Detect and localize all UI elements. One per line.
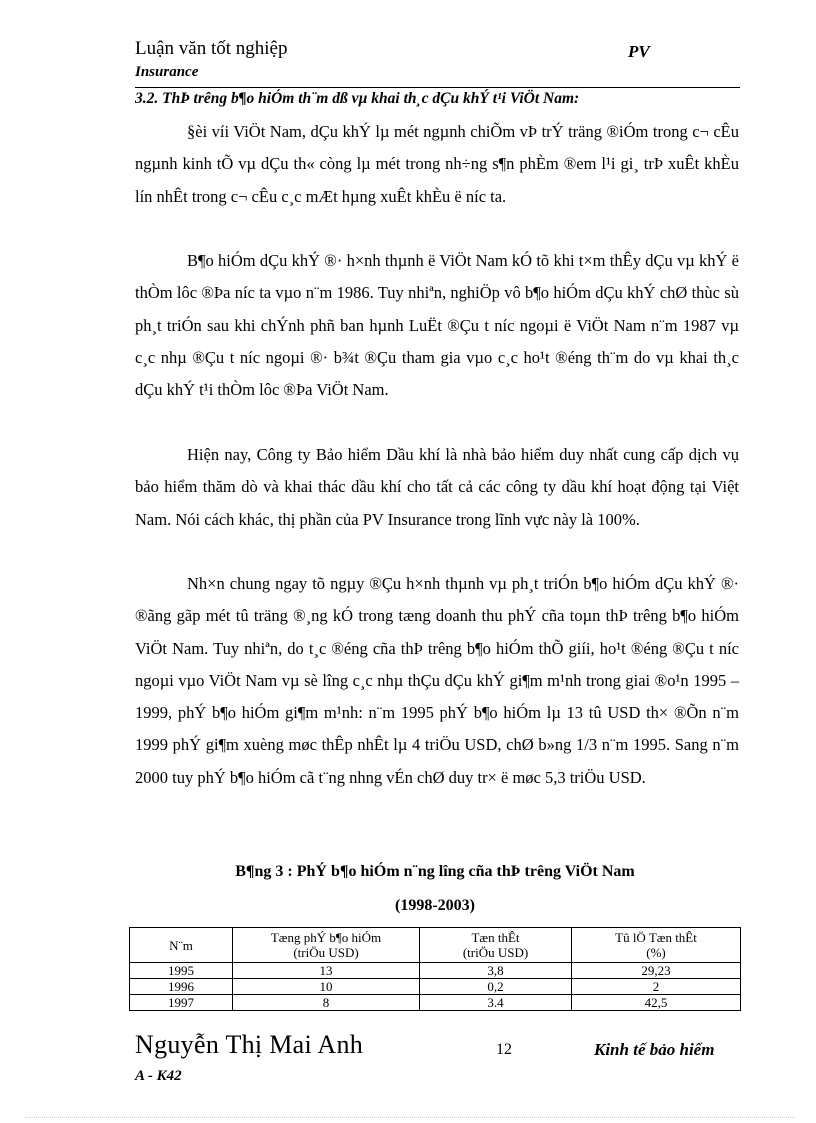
footer-department: Kinh tế bảo hiểm (594, 1040, 715, 1059)
table-caption: B¶ng 3 : PhÝ b¶o hiÓm n¨ng lîng cña thÞ trêng ViÖt Nam (235, 863, 635, 880)
table-cell: 8 (233, 995, 420, 1011)
header-title: Luận văn tốt nghiệp (135, 38, 288, 59)
table-cell: 13 (233, 963, 420, 979)
table-row (130, 979, 741, 995)
table-cell: 10 (233, 979, 420, 995)
table-header-row (130, 928, 741, 963)
table-cell: 1995 (130, 963, 233, 979)
table-cell: 1996 (130, 979, 233, 995)
table-caption-years: (1998-2003) (395, 897, 475, 914)
header-right: PV (628, 42, 650, 61)
table-row (130, 995, 741, 1011)
paragraph-1: §èi víi ViÖt Nam, dÇu khÝ lµ mét ngµnh chiÕm vÞ trÝ träng ®iÓm trong c¬ cÊu ngµnh kinh tÕ vµ dÇu th« còng lµ mét trong nh÷ng s¶n phÈm ®em l¹i gi¸ trÞ xuÊt khÈu lín nhÊt trong c¬ cÊu c¸c mÆt hµng xuÊt khÈu ë níc ta. (135, 122, 739, 206)
page-number: 12 (496, 1041, 512, 1058)
table-cell: 3.4 (420, 995, 572, 1011)
table-cell: 0,2 (420, 979, 572, 995)
table-cell: 42,5 (572, 995, 741, 1011)
page-bottom-edge (25, 1117, 795, 1118)
table-row (130, 963, 741, 979)
premium-table (129, 927, 741, 1011)
footer-class: A - K42 (135, 1068, 182, 1084)
paragraph-3: Hiện nay, Công ty Bảo hiểm Dầu khí là nhà bảo hiểm duy nhất cung cấp dịch vụ bảo hiểm thăm dò và khai thác dầu khí cho tất cả các công ty dầu khí hoạt động tại Việt Nam. Nói cách khác, thị phần của PV Insurance trong lĩnh vực này là 100%. (135, 445, 739, 529)
table-cell: 2 (572, 979, 741, 995)
header-cell-premium: Tæng phÝ b¶o hiÓm (triÖu USD) (233, 928, 420, 963)
table-cell: 1997 (130, 995, 233, 1011)
section-heading: 3.2. ThÞ trêng b¶o hiÓm th¨m dß vµ khai th¸c dÇu khÝ t¹i ViÖt Nam: (135, 90, 580, 107)
header-cell-loss-ratio: Tû lÖ Tæn thÊt (%) (572, 928, 741, 963)
header-subtitle: Insurance (135, 64, 199, 80)
header-divider (135, 87, 740, 88)
paragraph-2: B¶o hiÓm dÇu khÝ ®· h×nh thµnh ë ViÖt Nam kÓ tõ khi t×m thÊy dÇu vµ khÝ ë thÒm lôc ®Þa níc ta vµo n¨m 1986. Tuy nhiªn, nghiÖp vô b¶o hiÓm dÇu khÝ chØ thùc sù ph¸t triÓn sau khi chÝnh phñ ban hµnh LuËt ®Çu t níc ngoµi ë ViÖt Nam n¨m 1987 vµ c¸c nhµ ®Çu t níc ngoµi ®· b¾t ®Çu tham gia vµo c¸c ho¹t ®éng th¨m do vµ khai th¸c dÇu khÝ t¹i thÒm lôc ®Þa ViÖt Nam. (135, 251, 739, 400)
header-cell-loss: Tæn thÊt (triÖu USD) (420, 928, 572, 963)
footer-author: Nguyễn Thị Mai Anh (135, 1030, 364, 1059)
header-cell-year: N¨m (130, 928, 233, 963)
paragraph-4: Nh×n chung ngay tõ ngµy ®Çu h×nh thµnh vµ ph¸t triÓn b¶o hiÓm dÇu khÝ ®· ®ãng gãp mét tû träng ®¸ng kÓ trong tæng doanh thu phÝ cña toµn thÞ trêng b¶o hiÓm ViÖt Nam. Tuy nhiªn, do t¸c ®éng cña thÞ trêng b¶o hiÓm thÕ giíi, ho¹t ®éng ®Çu t níc ngoµi vµo ViÖt Nam vµ sè lîng c¸c nhµ thÇu dÇu khÝ gi¶m m¹nh trong giai ®o¹n 1995 – 1999, phÝ b¶o hiÓm gi¶m m¹nh: n¨m 1995 phÝ b¶o hiÓm lµ 13 tû USD th× ®Õn n¨m 1999 phÝ gi¶m xuèng møc thÊp nhÊt lµ 4 triÖu USD, chØ b»ng 1/3 n¨m 1995. Sang n¨m 2000 tuy phÝ b¶o hiÓm cã t¨ng nhng vÉn chØ duy tr× ë møc 5,3 triÖu USD. (135, 574, 739, 787)
table-cell: 3,8 (420, 963, 572, 979)
table-cell: 29,23 (572, 963, 741, 979)
